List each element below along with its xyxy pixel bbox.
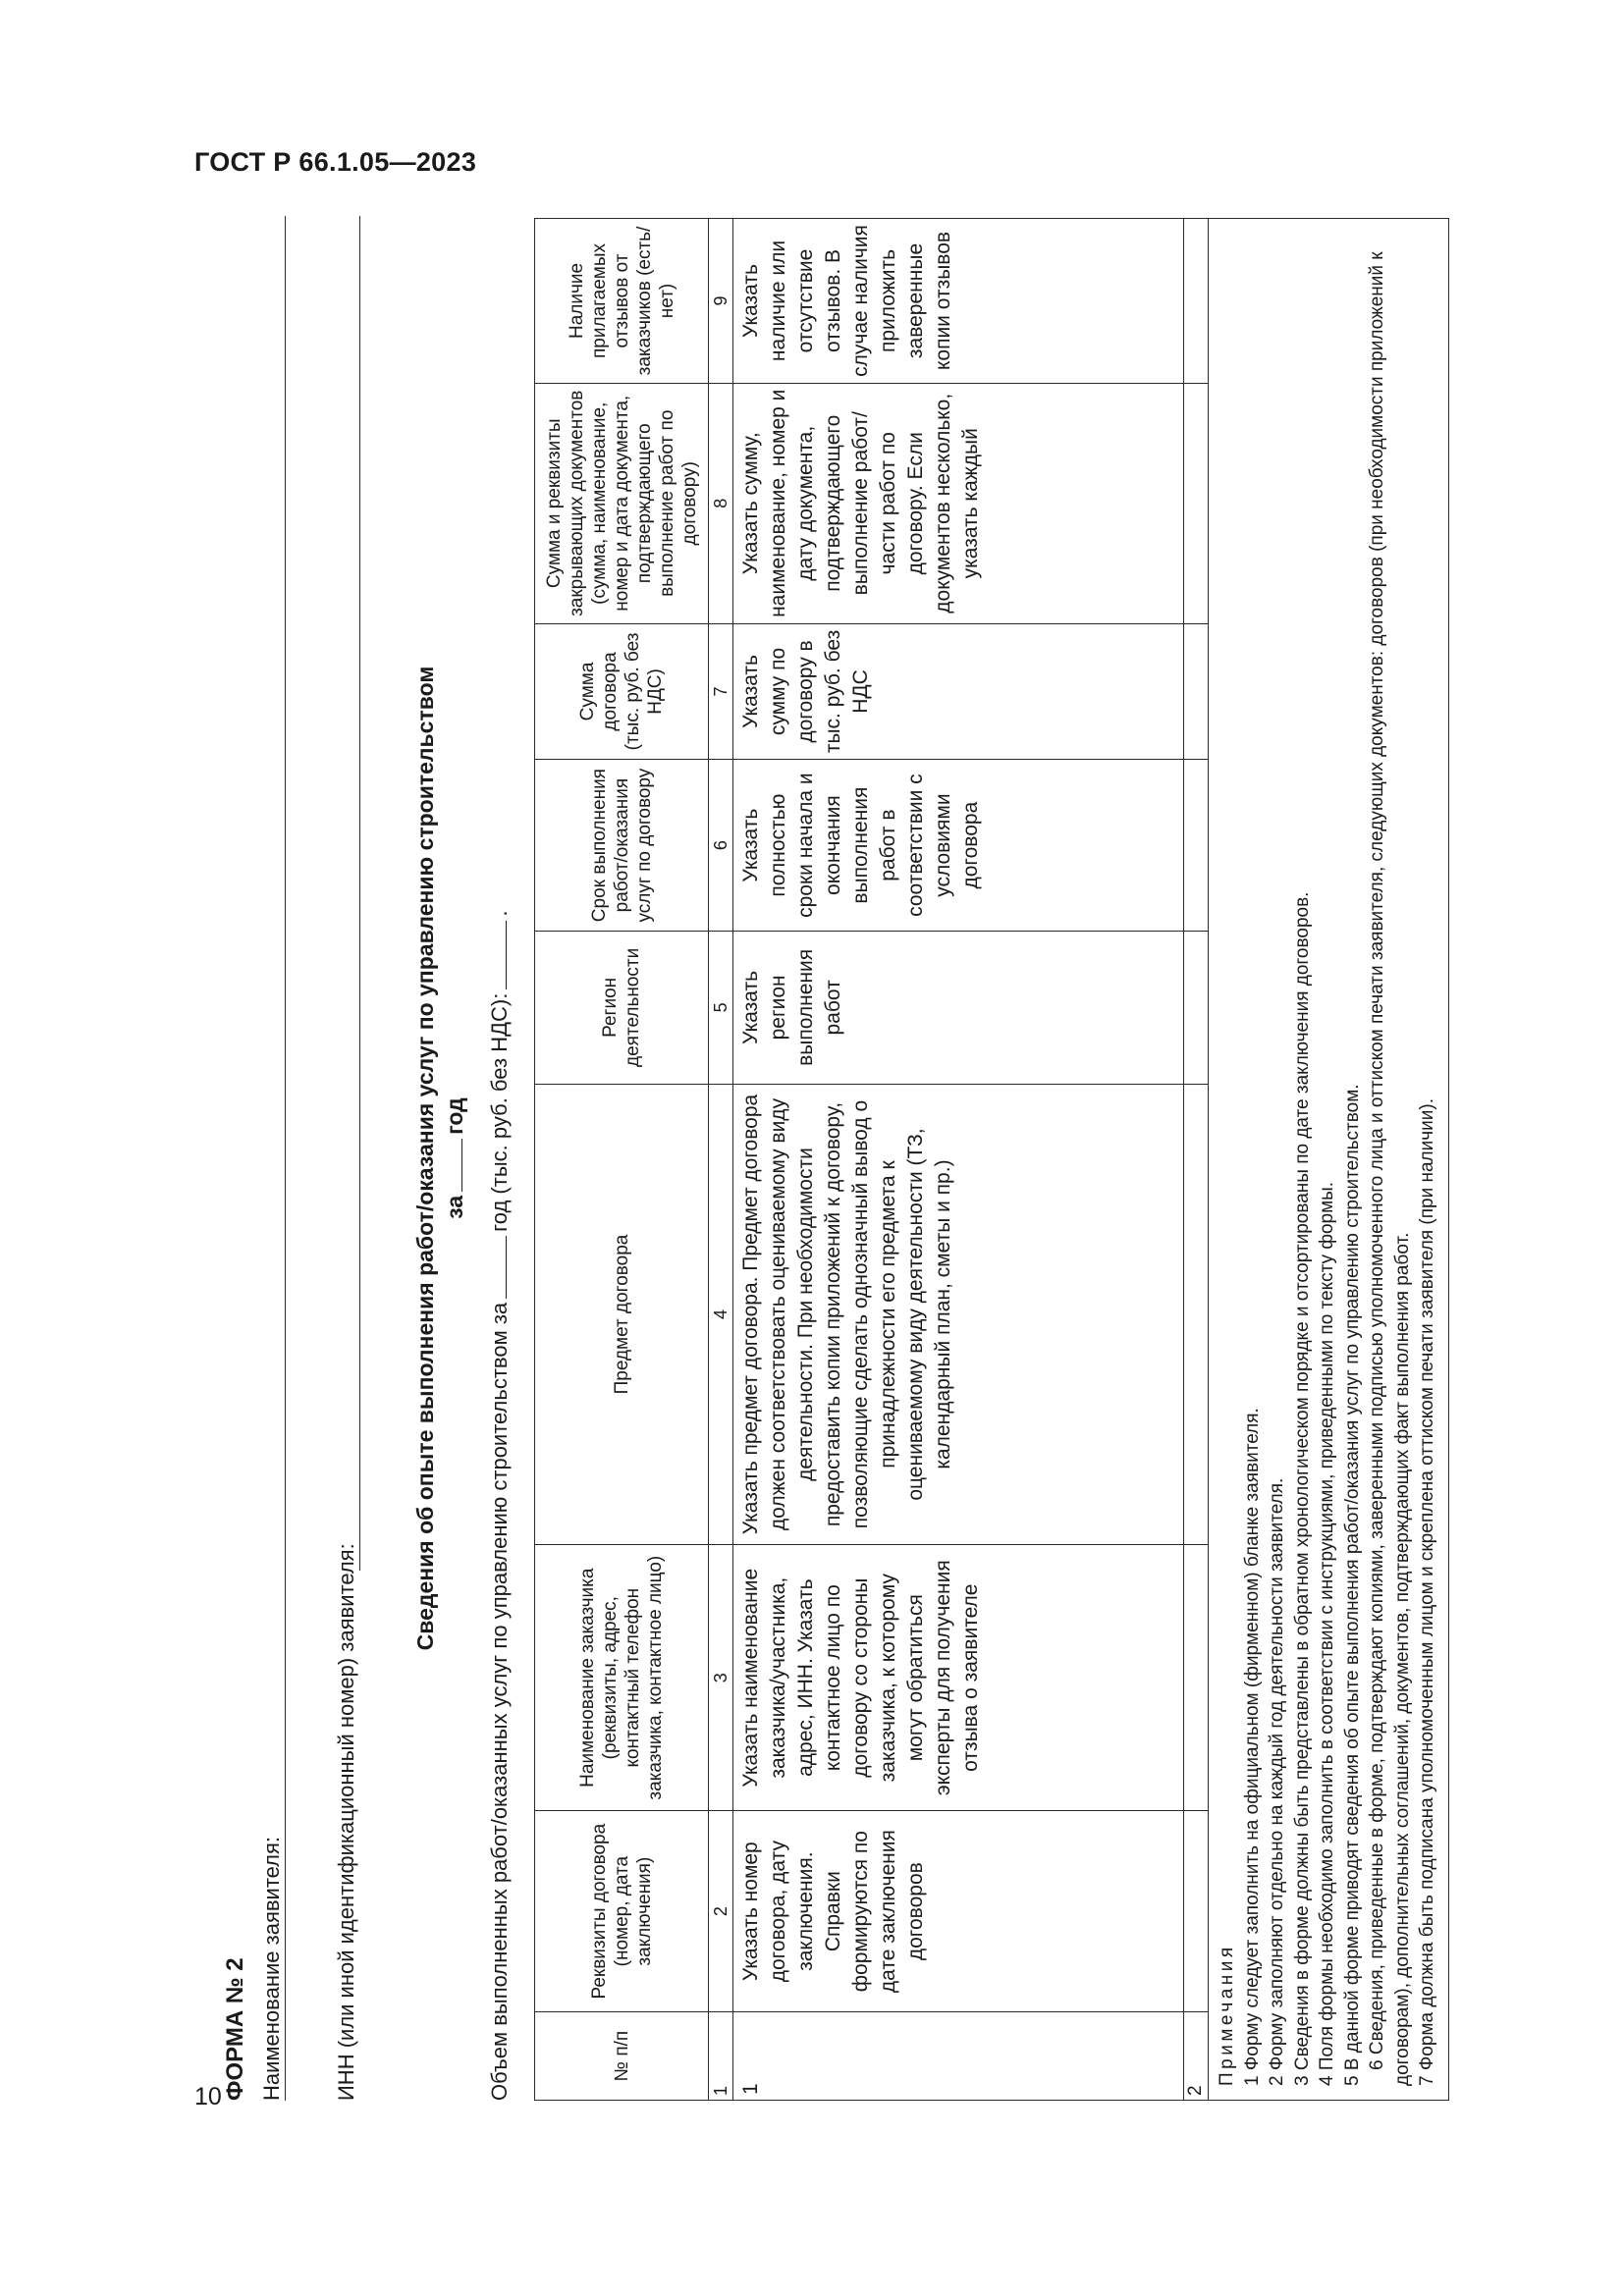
table-cell: 2: [1184, 2012, 1209, 2101]
table-cell: Указать полностью сроки начала и окончания выполнения работ в соответствии с условиями договора: [733, 760, 1184, 932]
column-number: 5: [709, 931, 733, 1084]
volume-end: .: [487, 910, 512, 917]
table-cell: [1184, 1811, 1209, 2012]
applicant-name-line: [285, 216, 286, 2101]
table-cell: 1: [733, 2012, 1184, 2101]
inn-line: [359, 216, 360, 1571]
header-cell: Предмет договора: [535, 1084, 709, 1544]
column-number: 2: [709, 1811, 733, 2012]
page-number: 10: [194, 2083, 222, 2110]
section-title-prefix: за: [442, 1195, 467, 1219]
section-title-suffix: год: [442, 1097, 467, 1135]
table-cell: [1184, 219, 1209, 384]
note-item: 2 Форму заполняют отдельно на каждый год деятельности заявителя.: [1267, 1477, 1287, 2086]
header-cell: Срок выполнения работ/оказания услуг по договору: [535, 760, 709, 932]
column-number: 1: [709, 2012, 733, 2101]
applicant-name-label: Наименование заявителя:: [259, 1836, 284, 2101]
table-cell: [1184, 1084, 1209, 1544]
volume-prefix: Объем выполненных работ/оказанных услуг по управлению строительством за: [487, 1302, 512, 2101]
table-cell: Указать предмет договора. Предмет договора должен соответствовать оцениваемому виду деятельности. При необходимости предоставить копии приложений к договору, позволяющие сделать однозначный вывод о принадлежности его предмета к оцениваемому виду деятельности (ТЗ, календарный план, сметы и пр.): [733, 1084, 1184, 1544]
table-cell: Указать номер договора, дату заключения. Справки формируются по дате заключения договоров: [733, 1811, 1184, 2012]
column-number: 4: [709, 1084, 733, 1544]
column-number: 6: [709, 760, 733, 932]
table-cell: Указать сумму по договору в тыс. руб. без НДС: [733, 623, 1184, 760]
table-row: [1184, 219, 1209, 2101]
header-cell: Наименование заказчика (реквизиты, адрес, контактный телефон заказчика, контактное лицо): [535, 1545, 709, 1811]
section-title-line2: [440, 216, 469, 2101]
notes-title: Примечания: [1217, 1944, 1237, 2086]
volume-amount-blank: [506, 921, 507, 989]
header-cell: Сумма договора (тыс. руб. без НДС): [535, 623, 709, 760]
year-blank: [461, 1139, 462, 1192]
volume-suffix: год (тыс. руб. без НДС):: [487, 992, 512, 1232]
header-cell: Наличие прилагаемых отзывов от заказчиков (есть/нет): [535, 219, 709, 384]
notes-row: [1209, 219, 1449, 2101]
volume-year-blank: [506, 1236, 507, 1299]
note-item: 6 Сведения, приведенные в форме, подтверждают копиями, заверенными подписью уполномоченного лица и оттиском печати заявителя, следующих документов: договоров (при необходимости приложений к договорам), дополнительных соглашений, документов, подтверждающих факт выполнения работ.: [1367, 251, 1413, 2086]
notes-block: [1209, 219, 1449, 2101]
table-cell: [1184, 383, 1209, 623]
column-number-row: [709, 219, 733, 2101]
section-title-line1: Сведения об опыте выполнения работ/оказания услуг по управлению строительством: [412, 666, 438, 1651]
column-number: 7: [709, 623, 733, 760]
header-cell: Реквизиты договора (номер, дата заключения): [535, 1811, 709, 2012]
column-number: 8: [709, 383, 733, 623]
table-cell: Указать сумму, наименование, номер и дату документа, подтверждающего выполнение работ/части работ по договору. Если документов несколько, указать каждый: [733, 383, 1184, 623]
form-title: ФОРМА № 2: [222, 1957, 248, 2101]
note-item: 7 Форма должна быть подписана уполномоченным лицом и скреплена оттиском печати заявителя (при наличии).: [1417, 1098, 1437, 2086]
note-item: 1 Форму следует заполнить на официальном (фирменном) бланке заявителя.: [1241, 1408, 1263, 2086]
column-number: 9: [709, 219, 733, 384]
inn-label: ИНН (или иной идентификационный номер) заявителя:: [334, 1543, 358, 2101]
document-header: ГОСТ Р 66.1.05—2023: [194, 147, 477, 177]
experience-table: [534, 218, 1449, 2101]
table-cell: Указать наименование заказчика/участника, адрес, ИНН. Указать контактное лицо по договору со стороны заказчика, к которому могут обратиться эксперты для получения отзыва о заявителе: [733, 1545, 1184, 1811]
table-row: [733, 219, 1184, 2101]
header-cell: № п/п: [535, 2012, 709, 2101]
table-cell: [1184, 931, 1209, 1084]
table-cell: [1184, 760, 1209, 932]
header-cell: Регион деятельности: [535, 931, 709, 1084]
header-cell: Сумма и реквизиты закрывающих документов (сумма, наименование, номер и дата документа, подтверждающего выполнение работ по договору): [535, 383, 709, 623]
rotated-form-area: [196, 216, 1502, 2101]
table-cell: [1184, 623, 1209, 760]
table-cell: [1184, 1545, 1209, 1811]
table-cell: Указать регион выполнения работ: [733, 931, 1184, 1084]
note-item: 5 В данной форме приводят сведения об опыте выполнения работ/оказания услуг по управлению строительством.: [1341, 1084, 1363, 2086]
column-number: 3: [709, 1545, 733, 1811]
note-item: 3 Сведения в форме должны быть представлены в обратном хронологическом порядке и отсортированы по дате заключения договоров.: [1291, 891, 1313, 2086]
table-cell: Указать наличие или отсутствие отзывов. В случае наличия приложить заверенные копии отзывов: [733, 219, 1184, 384]
note-item: 4 Поля формы необходимо заполнить в соответствии с инструкциями, приведенными по тексту формы.: [1317, 1181, 1337, 2086]
table-header-row: [535, 219, 709, 2101]
section-title: [410, 216, 469, 2101]
volume-line: [487, 911, 513, 2101]
